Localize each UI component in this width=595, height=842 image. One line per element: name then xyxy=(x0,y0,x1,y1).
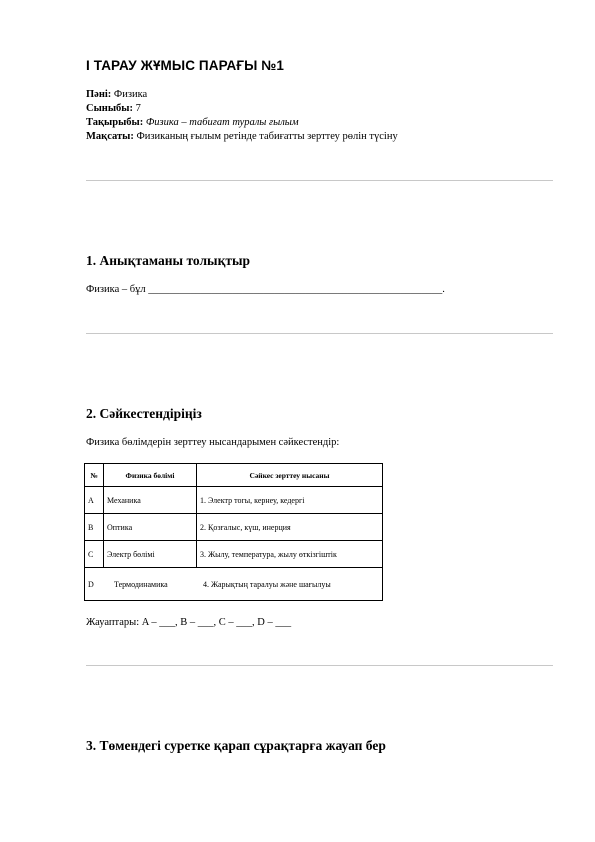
goal-line xyxy=(86,130,398,144)
worksheet-title: І ТАРАУ ЖҰМЫС ПАРАҒЫ №1 xyxy=(86,58,285,73)
answers-line: Жауаптары: A – ___, B – ___, C – ___, D – ___ xyxy=(86,617,292,628)
table-row xyxy=(85,568,383,601)
divider xyxy=(86,665,553,666)
grade-line xyxy=(86,102,141,116)
section1-heading: 1. Анықтаманы толықтыр xyxy=(86,253,251,268)
row-letter: A xyxy=(85,487,104,514)
row-branch: Оптика xyxy=(104,514,197,541)
subject-label: Пәні: xyxy=(86,89,112,100)
matching-instruction: Физика бөлімдерін зерттеу нысандарымен сәйкестендір: xyxy=(86,437,340,448)
column-header: Сәйкес зерттеу нысаны xyxy=(197,464,383,487)
section2-heading: 2. Сәйкестендіріңіз xyxy=(86,406,202,421)
row-letter: D xyxy=(88,579,94,589)
subject-line xyxy=(86,88,147,102)
table-header-row xyxy=(85,464,383,487)
divider xyxy=(86,180,553,181)
table-row xyxy=(85,514,383,541)
row-object: 4. Жарықтың таралуы және шағылуы xyxy=(203,579,331,589)
matching-table xyxy=(84,463,383,601)
row-letter: B xyxy=(85,514,104,541)
definition-prompt: Физика – бұл ________________________________________________________. xyxy=(86,284,445,295)
row-letter: C xyxy=(85,541,104,568)
grade-value: 7 xyxy=(135,103,141,114)
grade-label: Сыныбы: xyxy=(86,103,133,114)
subject-value: Физика xyxy=(113,89,148,100)
topic-label: Тақырыбы: xyxy=(86,117,144,128)
row-branch: Механика xyxy=(104,487,197,514)
topic-line xyxy=(86,116,299,130)
row-object: 1. Электр тогы, кернеу, кедергі xyxy=(197,487,383,514)
column-header: Физика бөлімі xyxy=(104,464,197,487)
table-row xyxy=(85,541,383,568)
goal-value: Физиканың ғылым ретінде табиғатты зерттеу рөлін түсіну xyxy=(136,131,398,142)
row-branch: Электр бөлімі xyxy=(104,541,197,568)
section3-heading: 3. Төмендегі суретке қарап сұрақтарға жауап бер xyxy=(86,738,386,753)
row-object: 3. Жылу, температура, жылу өткізгіштік xyxy=(197,541,383,568)
topic-value: Физика – табиғат туралы ғылым xyxy=(145,117,299,128)
row-last xyxy=(85,568,383,601)
divider xyxy=(86,333,553,334)
table-row xyxy=(85,487,383,514)
row-object: 2. Қозғалыс, күш, инерция xyxy=(197,514,383,541)
row-branch: Термодинамика xyxy=(114,579,168,589)
column-header: № xyxy=(85,464,104,487)
goal-label: Мақсаты: xyxy=(86,131,134,142)
